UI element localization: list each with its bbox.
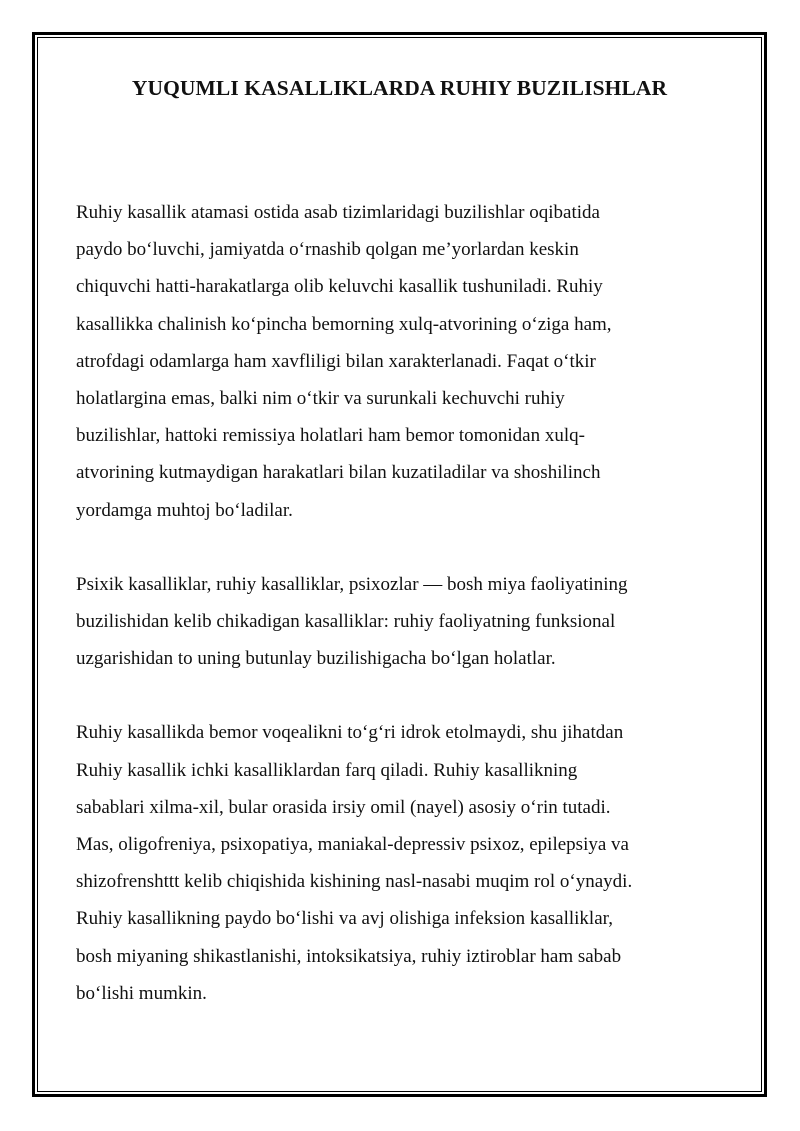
paragraph-2 xyxy=(76,566,726,678)
text-line: bosh miyaning shikastlanishi, intoksikatsiya, ruhiy iztiroblar ham sabab xyxy=(76,945,622,967)
text-line: buzilishlar, hattoki remissiya holatlari ham bemor tomonidan xulq- xyxy=(76,425,585,447)
text-line: Ruhiy kasallikning paydo bo‘lishi va avj olishiga infeksion kasalliklar, xyxy=(76,908,613,930)
text-line: bo‘lishi mumkin. xyxy=(76,982,207,1004)
text-line: shizofrenshttt kelib chiqishida kishining nasl-nasabi muqim rol o‘ynaydi. xyxy=(76,871,633,893)
text-line: Ruhiy kasallik ichki kasalliklardan farq qiladi. Ruhiy kasallikning xyxy=(76,759,578,781)
document-body xyxy=(76,194,726,1049)
page-title: YUQUMLI KASALLIKLARDA RUHIY BUZILISHLAR xyxy=(131,76,668,100)
paragraph-1 xyxy=(76,194,726,529)
text-line: atrofdagi odamlarga ham xavfliligi bilan xarakterlanadi. Faqat o‘tkir xyxy=(76,350,596,372)
text-line: Psixik kasalliklar, ruhiy kasalliklar, psixozlar — bosh miya faoliyatining xyxy=(76,573,628,595)
text-line: holatlargina emas, balki nim o‘tkir va surunkali kechuvchi ruhiy xyxy=(76,388,565,410)
text-line: atvorining kutmaydigan harakatlari bilan kuzatiladilar va shoshilinch xyxy=(76,462,601,484)
text-line: kasallikka chalinish ko‘pincha bemorning xulq-atvorining o‘ziga ham, xyxy=(76,313,612,335)
text-line: uzgarishidan to uning butunlay buzilishigacha bo‘lgan holatlar. xyxy=(76,648,556,670)
text-line: Ruhiy kasallik atamasi ostida asab tizimlaridagi buzilishlar oqibatida xyxy=(76,202,600,223)
text-line: Ruhiy kasallikda bemor voqealikni to‘g‘ri idrok etolmaydi, shu jihatdan xyxy=(76,722,624,744)
text-line: chiquvchi hatti-harakatlarga olib keluvchi kasallik tushuniladi. Ruhiy xyxy=(76,276,603,298)
text-line: sabablari xilma-xil, bular orasida irsiy omil (nayel) asosiy o‘rin tutadi. xyxy=(76,796,611,818)
text-line: buzilishidan kelib chikadigan kasalliklar: ruhiy faoliyatning funksional xyxy=(76,611,616,633)
paragraph-3 xyxy=(76,714,726,1012)
text-line: paydo bo‘luvchi, jamiyatda o‘rnashib qolgan me’yorlardan keskin xyxy=(76,239,579,261)
text-line: yordamga muhtoj bo‘ladilar. xyxy=(76,499,293,521)
text-line: Mas, oligofreniya, psixopatiya, maniakal-depressiv psixoz, epilepsiya va xyxy=(76,834,629,856)
